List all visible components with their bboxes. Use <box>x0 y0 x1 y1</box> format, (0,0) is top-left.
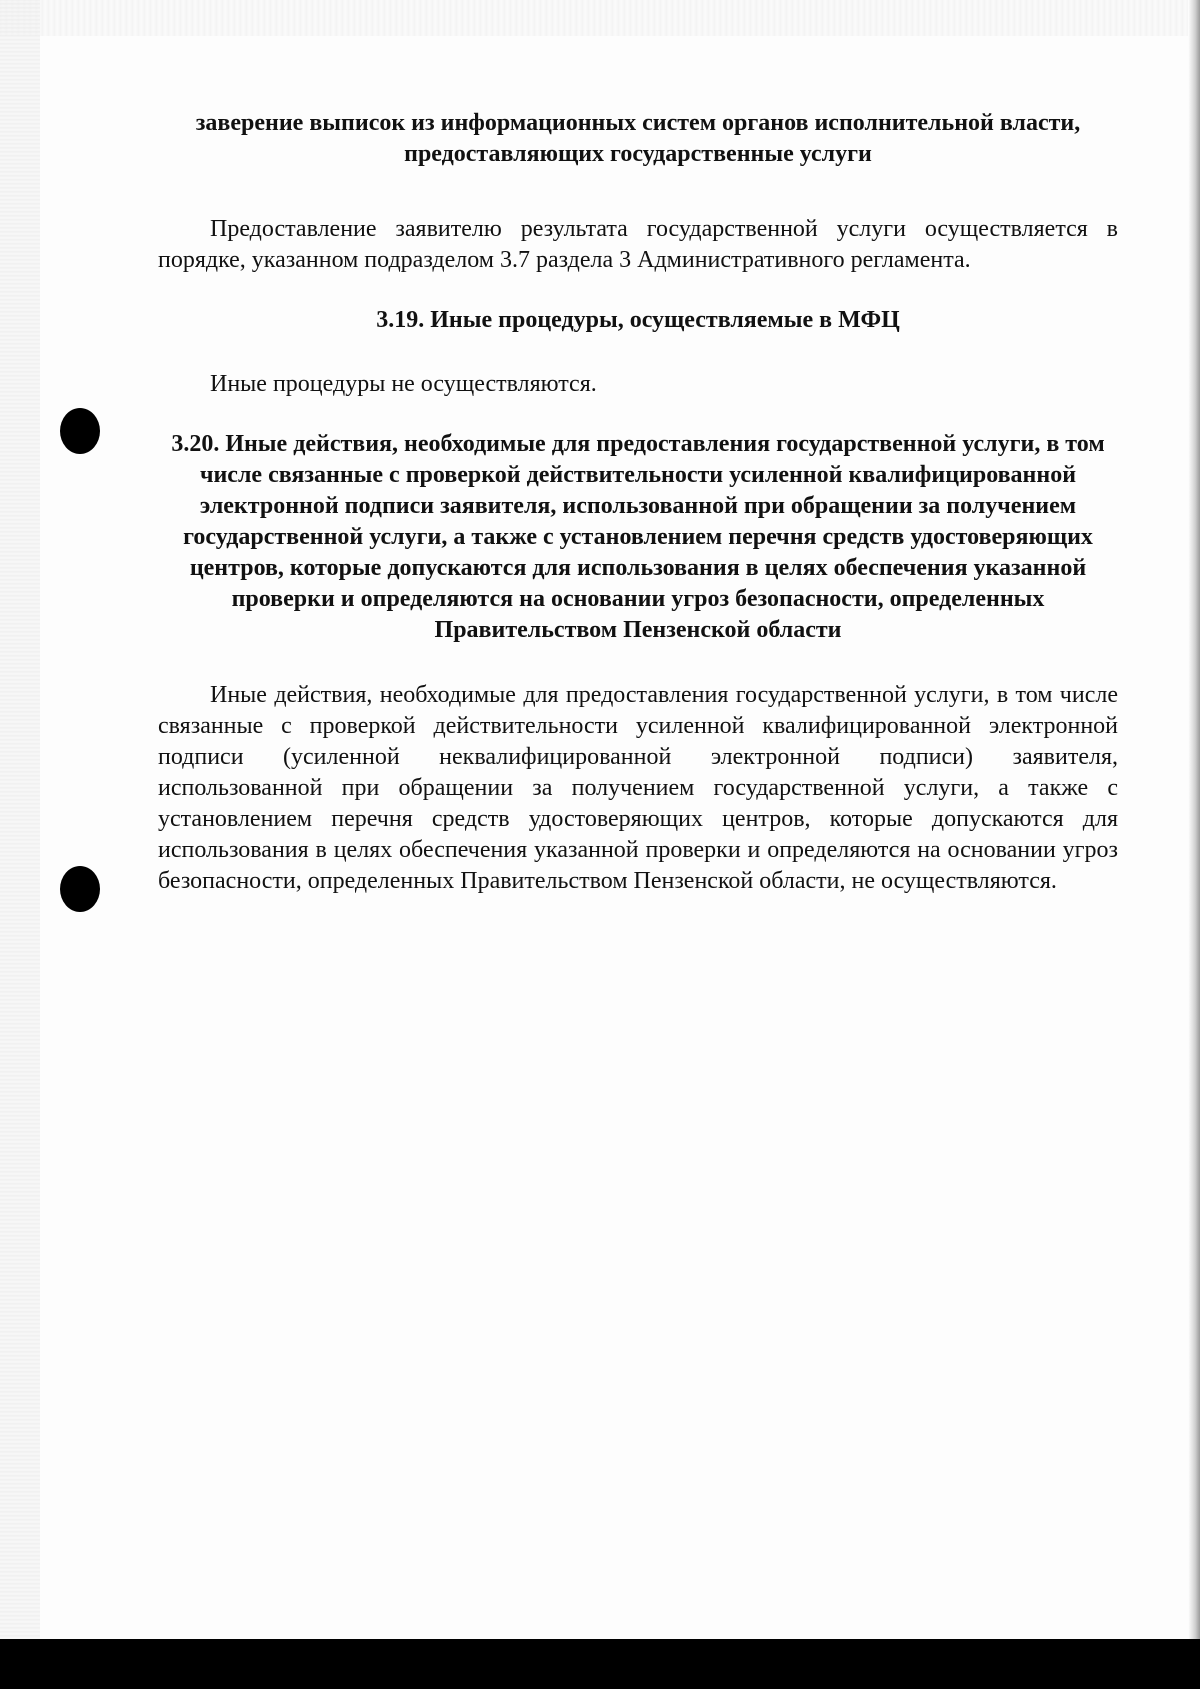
section-3-20-text: Иные действия, необходимые для предоставления государственной услуги, в том числе связанные с проверкой действительности усиленной квалифицированной электронной подписи (усиленной неквалифицированной электронной подписи) заявителя, использованной при обращении за получением государственной услуги, а также с установлением перечня средств удостоверяющих центров, которые допускаются для использования в целях обеспечения указанной проверки и определяются на основании угроз безопасности, определенных Правительством Пензенской области, не осуществляются. <box>158 682 1118 894</box>
punch-hole-lower <box>60 866 100 912</box>
punch-hole-upper <box>60 408 100 454</box>
scan-edge-left <box>0 0 40 1640</box>
section-3-19-title: 3.19. Иные процедуры, осуществляемые в МФЦ <box>376 307 900 333</box>
paragraph-result-delivery: Предоставление заявителю результата государственной услуги осуществляется в порядке, указанном подразделом 3.7 раздела 3 Административного регламента. <box>158 216 1118 273</box>
scan-edge-right <box>1188 0 1200 1640</box>
document-body <box>158 108 1118 897</box>
section-3-20-title: 3.20. Иные действия, необходимые для предоставления государственной услуги, в том числе связанные с проверкой действительности усиленной квалифицированной электронной подписи заявителя, использованной при обращении за получением государственной услуги, а также с установлением перечня средств удостоверяющих центров, которые допускаются для использования в целях обеспечения указанной проверки и определяются на основании угроз безопасности, определенных Правительством Пензенской области <box>171 431 1105 643</box>
heading-extracts-certification: заверение выписок из информационных систем органов исполнительной власти, предоставляющих государственные услуги <box>195 110 1081 167</box>
scan-bottom-border <box>0 1639 1200 1689</box>
section-3-19-text: Иные процедуры не осуществляются. <box>210 371 597 397</box>
scan-edge-top <box>0 0 1200 36</box>
